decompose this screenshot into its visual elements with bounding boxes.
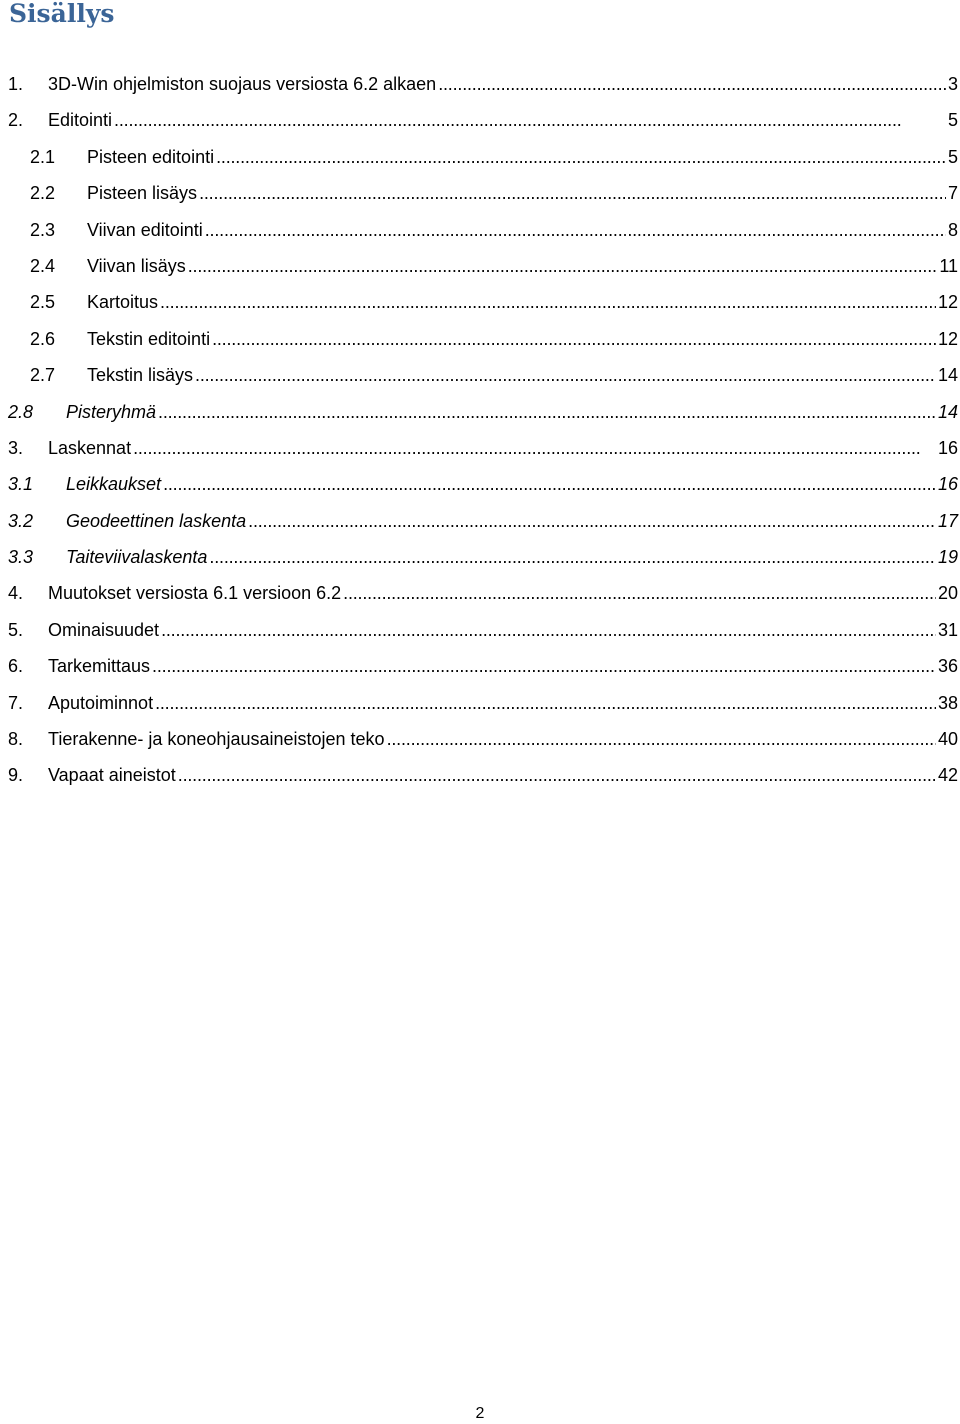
toc-entry-label: Pisteen editointi xyxy=(87,146,215,167)
toc-dot-leader xyxy=(438,66,946,102)
toc-entry-label: Viivan editointi xyxy=(87,219,203,240)
toc-entry-page: 5 xyxy=(947,110,958,131)
toc-entry-label: Ominaisuudet xyxy=(48,619,160,640)
toc-entry-number: 9. xyxy=(8,765,24,786)
toc-dot-leader xyxy=(195,357,936,393)
toc-entry-label: Tarkemittaus xyxy=(48,656,151,677)
toc-dot-leader xyxy=(212,321,936,357)
toc-entry-16[interactable] xyxy=(8,612,958,648)
toc-entry-4[interactable] xyxy=(8,175,958,211)
toc-dot-leader xyxy=(155,685,936,721)
toc-entry-number: 2. xyxy=(8,110,24,131)
toc-entry-label: Editointi xyxy=(48,110,113,131)
toc-entry-page: 8 xyxy=(947,219,958,240)
toc-dot-leader xyxy=(199,175,946,211)
toc-dot-leader xyxy=(161,612,936,648)
toc-entry-label: Geodeettinen laskenta xyxy=(66,510,247,531)
toc-entry-number: 8. xyxy=(8,729,24,750)
toc-entry-5[interactable] xyxy=(8,212,958,248)
toc-entry-label: Leikkaukset xyxy=(66,474,162,495)
toc-entry-number: 6. xyxy=(8,656,24,677)
toc-entry-label: 3D-Win ohjelmiston suojaus versiosta 6.2 alkaen xyxy=(48,74,437,94)
toc-entry-number: 2.7 xyxy=(30,365,56,386)
toc-entry-page: 3 xyxy=(947,74,958,94)
toc-entry-page: 14 xyxy=(937,365,958,386)
toc-entry-page: 38 xyxy=(937,692,958,713)
toc-entry-number: 7. xyxy=(8,692,24,713)
toc-dot-leader xyxy=(133,430,936,466)
toc-entry-page: 42 xyxy=(937,765,958,786)
toc-entry-number: 5. xyxy=(8,619,24,640)
toc-entry-1[interactable] xyxy=(8,66,958,102)
toc-dot-leader xyxy=(163,466,936,502)
toc-entry-number: 3.1 xyxy=(8,474,34,495)
toc-entry-page: 11 xyxy=(939,255,958,276)
toc-entry-2[interactable] xyxy=(8,102,958,138)
table-of-contents xyxy=(8,66,958,794)
toc-entry-19[interactable] xyxy=(8,721,958,757)
toc-dot-leader xyxy=(188,248,938,284)
toc-dot-leader xyxy=(178,757,936,793)
toc-dot-leader xyxy=(209,539,936,575)
toc-entry-number: 2.8 xyxy=(8,401,34,422)
toc-entry-label: Pisteen lisäys xyxy=(87,183,198,204)
toc-entry-page: 17 xyxy=(937,510,958,531)
toc-entry-14[interactable] xyxy=(8,539,958,575)
toc-entry-number: 3. xyxy=(8,437,24,458)
toc-entry-page: 20 xyxy=(937,583,958,604)
toc-entry-label: Tekstin lisäys xyxy=(87,365,194,386)
toc-entry-label: Aputoiminnot xyxy=(48,692,154,713)
toc-entry-page: 16 xyxy=(937,474,958,495)
toc-dot-leader xyxy=(343,575,936,611)
toc-dot-leader xyxy=(152,648,936,684)
toc-dot-leader xyxy=(158,394,936,430)
toc-entry-3[interactable] xyxy=(8,139,958,175)
toc-entry-label: Tierakenne- ja koneohjausaineistojen teko xyxy=(48,729,385,750)
toc-entry-page: 19 xyxy=(937,547,958,568)
toc-entry-page: 31 xyxy=(937,619,958,640)
toc-dot-leader xyxy=(248,503,936,539)
toc-entry-6[interactable] xyxy=(8,248,958,284)
toc-entry-15[interactable] xyxy=(8,575,958,611)
toc-entry-page: 40 xyxy=(937,729,958,750)
page-number: 2 xyxy=(475,1405,485,1422)
toc-entry-label: Viivan lisäys xyxy=(87,255,186,276)
toc-dot-leader xyxy=(205,212,946,248)
toc-entry-number: 2.5 xyxy=(30,292,56,313)
toc-entry-13[interactable] xyxy=(8,503,958,539)
toc-entry-18[interactable] xyxy=(8,685,958,721)
page-title: Sisällys xyxy=(9,0,115,28)
toc-entry-12[interactable] xyxy=(8,466,958,502)
toc-entry-label: Tekstin editointi xyxy=(87,328,211,349)
toc-entry-10[interactable] xyxy=(8,394,958,430)
toc-entry-number: 1. xyxy=(8,74,24,94)
toc-entry-label: Vapaat aineistot xyxy=(48,765,176,786)
toc-entry-number: 2.3 xyxy=(30,219,56,240)
toc-entry-page: 12 xyxy=(937,328,958,349)
toc-entry-8[interactable] xyxy=(8,321,958,357)
toc-dot-leader xyxy=(114,102,946,138)
toc-entry-number: 2.2 xyxy=(30,183,56,204)
toc-entry-page: 12 xyxy=(937,292,958,313)
toc-entry-number: 2.6 xyxy=(30,328,56,349)
toc-entry-number: 2.4 xyxy=(30,255,56,276)
toc-entry-page: 7 xyxy=(947,183,958,204)
toc-dot-leader xyxy=(387,721,936,757)
toc-entry-17[interactable] xyxy=(8,648,958,684)
toc-entry-20[interactable] xyxy=(8,757,958,793)
toc-entry-11[interactable] xyxy=(8,430,958,466)
toc-dot-leader xyxy=(160,284,936,320)
toc-entry-label: Kartoitus xyxy=(87,292,159,313)
toc-entry-page: 14 xyxy=(937,401,958,422)
toc-entry-label: Pisteryhmä xyxy=(66,401,157,422)
toc-entry-number: 2.1 xyxy=(30,146,56,167)
toc-entry-number: 3.2 xyxy=(8,510,34,531)
toc-entry-9[interactable] xyxy=(8,357,958,393)
toc-entry-7[interactable] xyxy=(8,284,958,320)
toc-entry-page: 36 xyxy=(937,656,958,677)
toc-entry-label: Laskennat xyxy=(48,437,132,458)
toc-entry-label: Muutokset versiosta 6.1 versioon 6.2 xyxy=(48,583,342,604)
toc-dot-leader xyxy=(216,139,946,175)
toc-entry-number: 4. xyxy=(8,583,24,604)
toc-entry-page: 5 xyxy=(947,146,958,167)
toc-entry-label: Taiteviivalaskenta xyxy=(66,547,208,568)
toc-entry-number: 3.3 xyxy=(8,547,34,568)
toc-entry-page: 16 xyxy=(937,437,958,458)
